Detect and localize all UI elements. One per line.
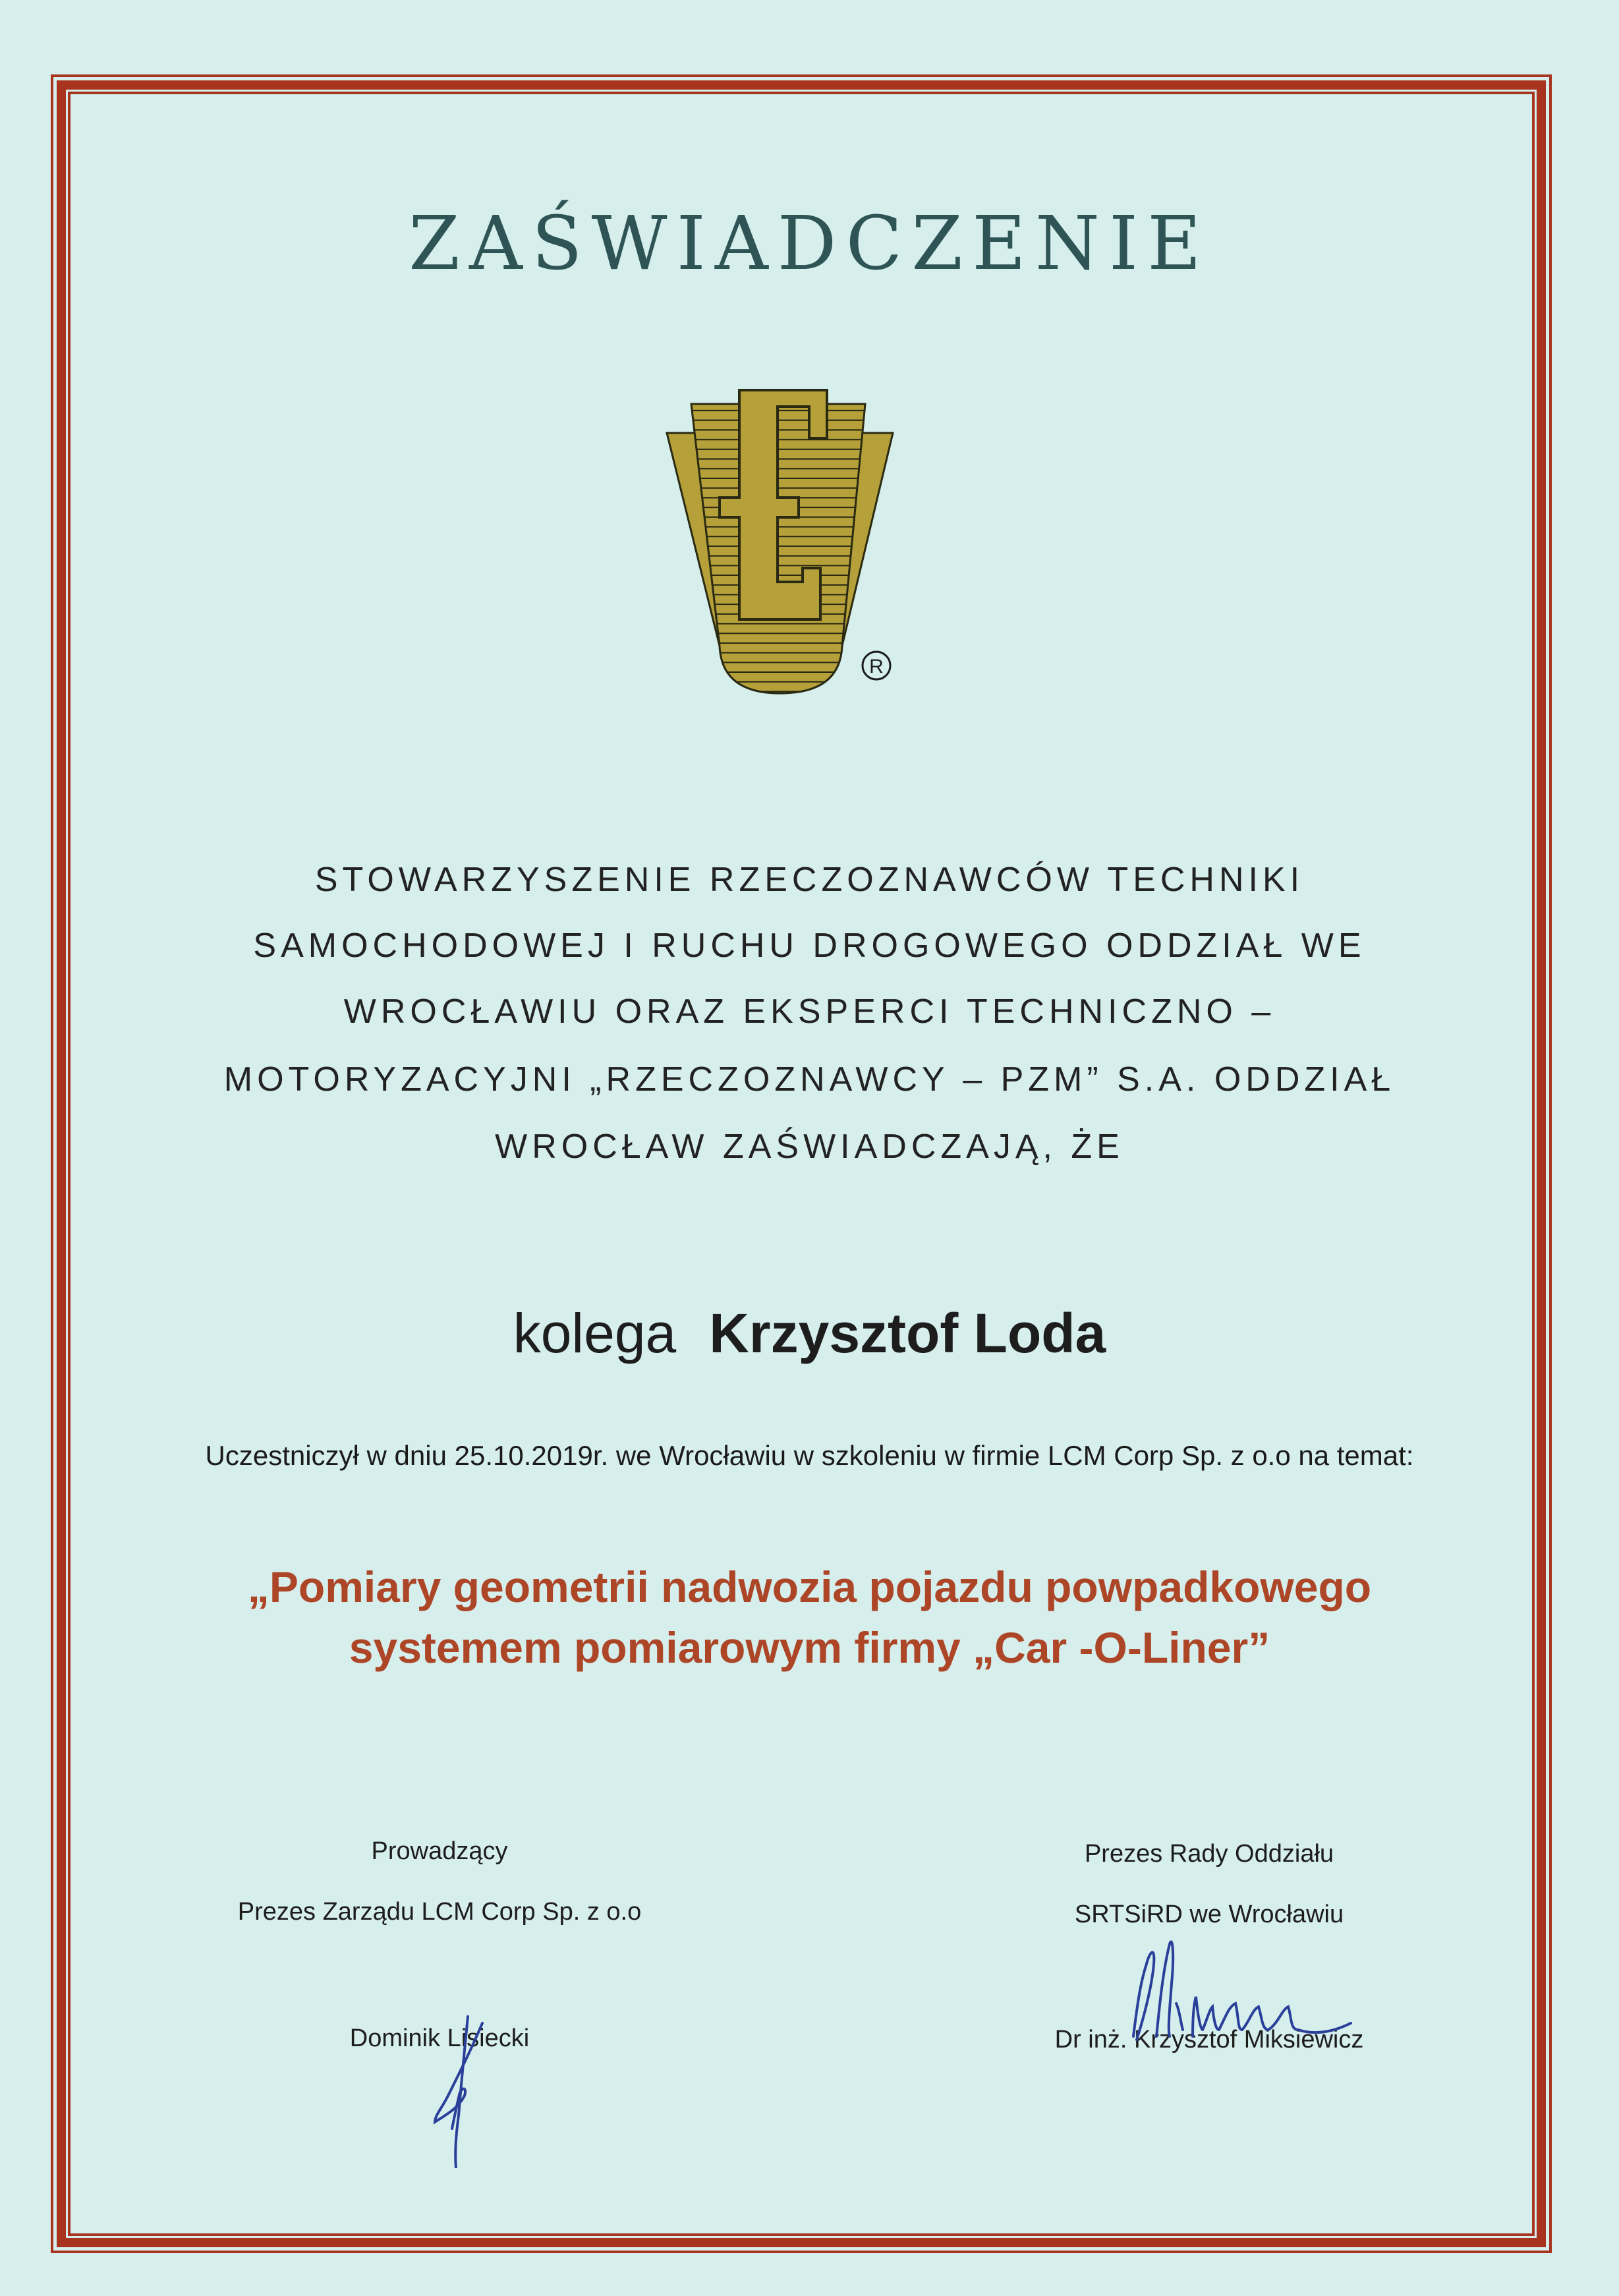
left-signatory-name: Dominik Lisiecki (349, 2024, 530, 2052)
certificate-title: ZAŚWIADCZENIE (409, 201, 1210, 287)
organization-line: STOWARZYSZENIE RZECZOZNAWCÓW TECHNIKI (314, 861, 1305, 899)
svg-text:R: R (869, 656, 884, 677)
right-signatory-name: Dr inż. Krzysztof Miksiewicz (1054, 2026, 1364, 2053)
topic-line: systemem pomiarowym firmy „Car -O-Liner” (349, 1623, 1270, 1672)
topic-line: „Pomiary geometrii nadwozia pojazdu powpadkowego (247, 1563, 1372, 1611)
organization-line: MOTORYZACYJNI „RZECZOZNAWCY – PZM” S.A. ODDZIAŁ (223, 1060, 1396, 1099)
organization-line: SAMOCHODOWEJ I RUCHU DROGOWEGO ODDZIAŁ WE (253, 927, 1366, 965)
association-logo (659, 382, 909, 705)
left-handwritten-signature (409, 2010, 514, 2168)
organization-line: WROCŁAWIU ORAZ EKSPERCI TECHNICZNO – (343, 992, 1276, 1031)
recipient-prefix: kolega (513, 1302, 677, 1364)
organization-line: WROCŁAW ZAŚWIADCZAJĄ, ŻE (495, 1128, 1124, 1166)
right-signatory-role: Prezes Rady Oddziału (1084, 1840, 1334, 1868)
recipient (0, 1302, 1619, 1365)
participation-text: Uczestniczył w dniu 25.10.2019r. we Wrocławiu w szkoleniu w firmie LCM Corp Sp. z o.o na temat: (205, 1440, 1414, 1471)
left-signatory-role: Prowadzący (371, 1837, 508, 1865)
right-signatory-title: SRTSiRD we Wrocławiu (1074, 1901, 1344, 1928)
left-signatory-title: Prezes Zarządu LCM Corp Sp. z o.o (237, 1898, 642, 1926)
recipient-name: Krzysztof Loda (709, 1302, 1106, 1364)
right-handwritten-signature (1120, 1931, 1410, 2050)
